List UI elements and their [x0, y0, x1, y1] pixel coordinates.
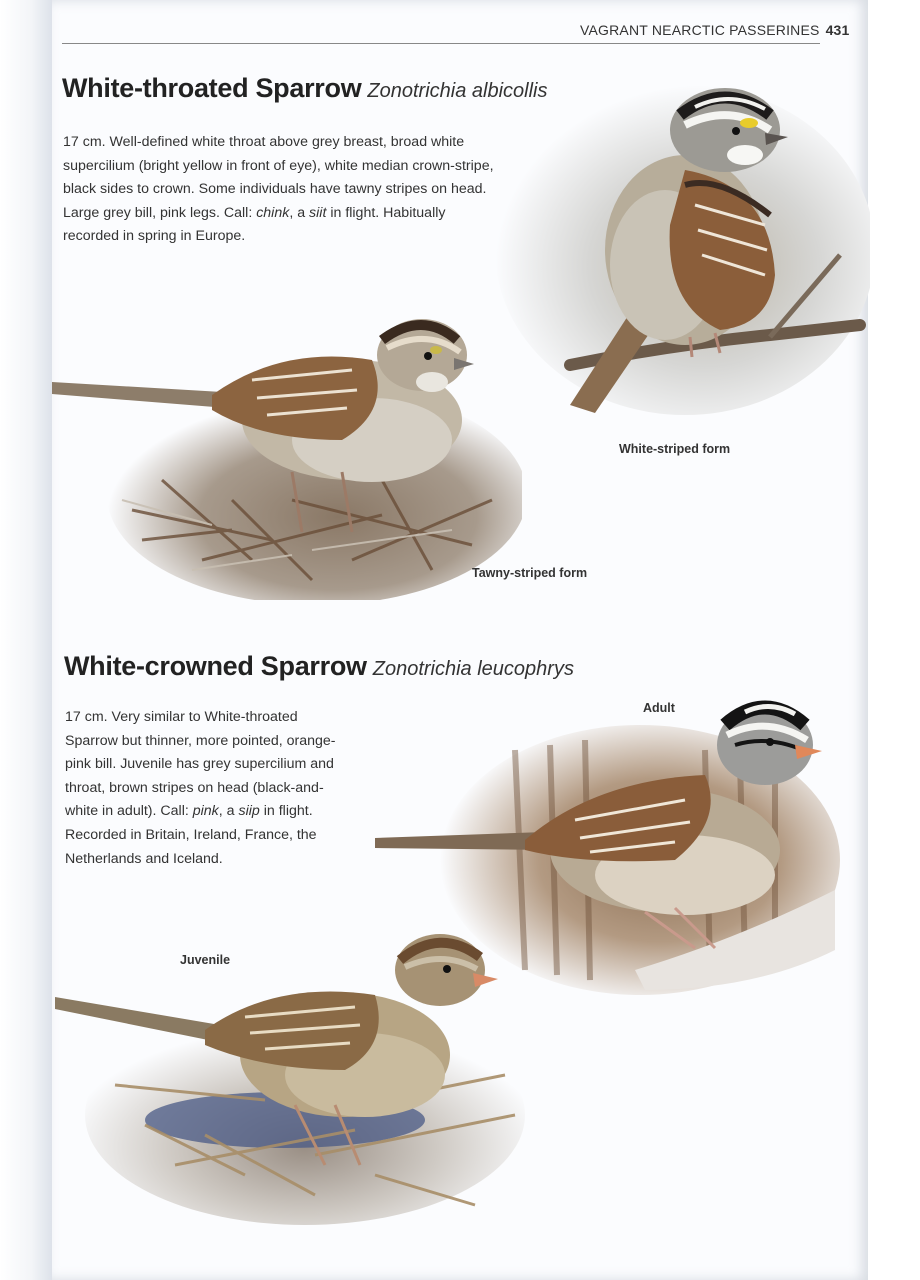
species-description-white-throated: 17 cm. Well-defined white throat above grey breast, broad white supercilium (bright yellow in front of eye), white median crown-stripe, black sides to crown. Some individuals have tawny stripes on head. Large grey bill, pink legs. Call: chink, a siit in flight. Habitually recorded in spring in Europe.: [63, 134, 494, 245]
running-head: [580, 22, 850, 38]
caption-juvenile: Juvenile: [180, 953, 231, 967]
scientific-name: Zonotrichia leucophrys: [372, 658, 574, 680]
section-title: VAGRANT NEARCTIC PASSERINES: [580, 22, 820, 38]
photo-tawny-striped-form: [52, 300, 522, 600]
photo-white-striped-form: [470, 75, 870, 430]
flight-call-word: siip: [238, 803, 260, 820]
species-description-white-crowned: 17 cm. Very similar to White-throated Sparrow but thinner, more pointed, orange-pink bill. Juvenile has grey supercilium and throat, brown stripes on head (black-and-white in adult). Call: pink, a siip in flight. Recorded in Britain, Ireland, France, the Netherlands and Iceland.: [65, 709, 336, 867]
caption-adult: Adult: [643, 701, 675, 715]
photo-juvenile: [55, 925, 525, 1225]
caption-white-striped-form: White-striped form: [619, 442, 731, 456]
common-name: White-throated Sparrow: [62, 73, 362, 103]
common-name: White-crowned Sparrow: [64, 651, 367, 681]
call-word: chink: [256, 204, 290, 221]
species-heading-white-crowned: [64, 651, 574, 682]
page-gutter: [0, 0, 52, 1280]
flight-call-word: siit: [309, 204, 327, 221]
page-number: 431: [825, 22, 850, 38]
header-rule: [62, 43, 820, 44]
caption-tawny-striped-form: Tawny-striped form: [472, 566, 588, 580]
scientific-name: Zonotrichia albicollis: [367, 80, 548, 102]
call-word: pink: [192, 803, 219, 820]
